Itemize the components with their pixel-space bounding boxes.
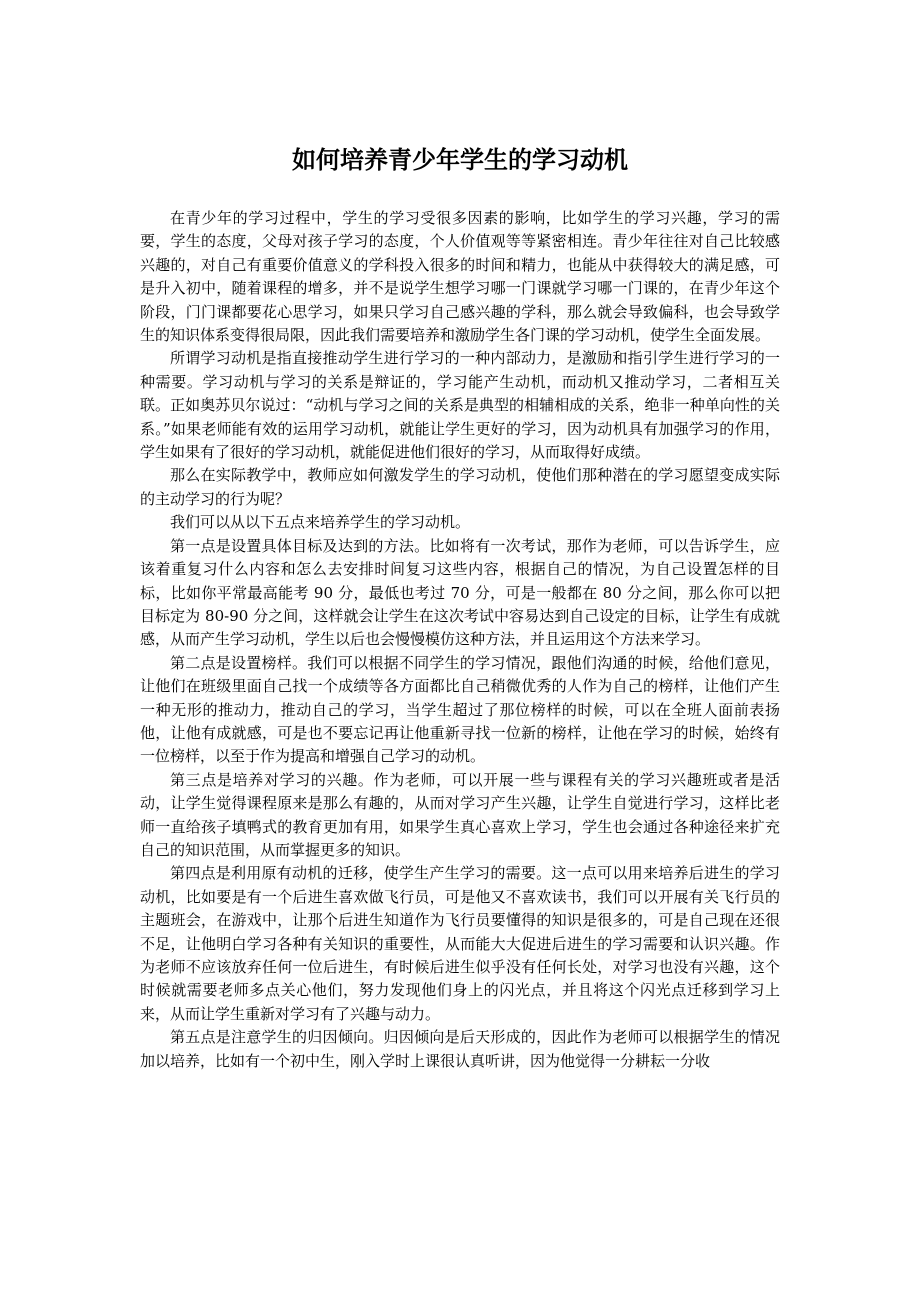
- paragraph-point-2: 第二点是设置榜样。我们可以根据不同学生的学习情况，跟他们沟通的时候，给他们意见，让他们在班级里面自己找一个成绩等各方面都比自己稍微优秀的人作为自己的榜样，让他们产生一种无形的推动力，推动自己的学习，当学生超过了那位榜样的时候，可以在全班人面前表扬他，让他有成就感，可是也不要忘记再让他重新寻找一位新的榜样，让他在学习的时候，始终有一位榜样，以至于作为提高和增强自己学习的动机。: [140, 653, 780, 766]
- document-title: 如何培养青少年学生的学习动机: [292, 145, 628, 174]
- paragraph-five-points: 我们可以从以下五点来培养学生的学习动机。: [170, 513, 471, 532]
- paragraph-point-1: 第一点是设置具体目标及达到的方法。比如将有一次考试，那作为老师，可以告诉学生，应该着重复习什么内容和怎么去安排时间复习这些内容，根据自己的情况，为自己设置怎样的目标，比如你平常最高能考 90 分，最低也考过 70 分，可是一般都在 80 分之间，那么你可以把目标定为 80-90 分之间，这样就会让学生在这次考试中容易达到自己设定的目标，让学生有成就感，从而产生学习动机，学生以后也会慢慢模仿这种方法，并且运用这个方法来学习。: [140, 536, 780, 649]
- paragraph-question: 那么在实际教学中，教师应如何激发学生的学习动机，使他们那种潜在的学习愿望变成实际的主动学习的行为呢？: [140, 466, 780, 508]
- paragraph-intro: 在青少年的学习过程中，学生的学习受很多因素的影响，比如学生的学习兴趣，学习的需要，学生的态度，父母对孩子学习的态度，个人价值观等等紧密相连。青少年往往对自己比较感兴趣的，对自己有重要价值意义的学科投入很多的时间和精力，也能从中获得较大的满足感，可是升入初中，随着课程的增多，并不是说学生想学习哪一门课就学习哪一门课的，在青少年这个阶段，门门课都要花心思学习，如果只学习自己感兴趣的学科，那么就会导致偏科，也会导致学生的知识体系变得很局限，因此我们需要培养和激励学生各门课的学习动机，使学生全面发展。: [140, 209, 780, 345]
- paragraph-point-4: 第四点是利用原有动机的迁移，使学生产生学习的需要。这一点可以用来培养后进生的学习动机，比如要是有一个后进生喜欢做飞行员，可是他又不喜欢读书，我们可以开展有关飞行员的主题班会，在游戏中，让那个后进生知道作为飞行员要懂得的知识是很多的，可是自己现在还很不足，让他明白学习各种有关知识的重要性，从而能大大促进后进生的学习需要和认识兴趣。作为老师不应该放弃任何一位后进生，有时候后进生似乎没有任何长处，对学习也没有兴趣，这个时候就需要老师多点关心他们，努力发现他们身上的闪光点，并且将这个闪光点迁移到学习上来，从而让学生重新对学习有了兴趣与动力。: [140, 864, 780, 1023]
- paragraph-point-3: 第三点是培养对学习的兴趣。作为老师，可以开展一些与课程有关的学习兴趣班或者是活动，让学生觉得课程原来是那么有趣的，从而对学习产生兴趣，让学生自觉进行学习，这样比老师一直给孩子填鸭式的教育更加有用，如果学生真心喜欢上学习，学生也会通过各种途径来扩充自己的知识范围，从而掌握更多的知识。: [140, 770, 780, 859]
- paragraph-point-5: 第五点是注意学生的归因倾向。归因倾向是后天形成的，因此作为老师可以根据学生的情况加以培养，比如有一个初中生，刚入学时上课很认真听讲，因为他觉得一分耕耘一分收: [140, 1028, 780, 1070]
- document-body: [140, 207, 780, 1073]
- paragraph-definition: 所谓学习动机是指直接推动学生进行学习的一种内部动力，是激励和指引学生进行学习的一种需要。学习动机与学习的关系是辩证的，学习能产生动机，而动机又推动学习，二者相互关联。正如奥苏贝尔说过：“动机与学习之间的关系是典型的相辅相成的关系，绝非一种单向性的关系。”如果老师能有效的运用学习动机，就能让学生更好的学习，因为动机具有加强学习的作用，学生如果有了很好的学习动机，就能促进他们很好的学习，从而取得好成绩。: [140, 349, 780, 462]
